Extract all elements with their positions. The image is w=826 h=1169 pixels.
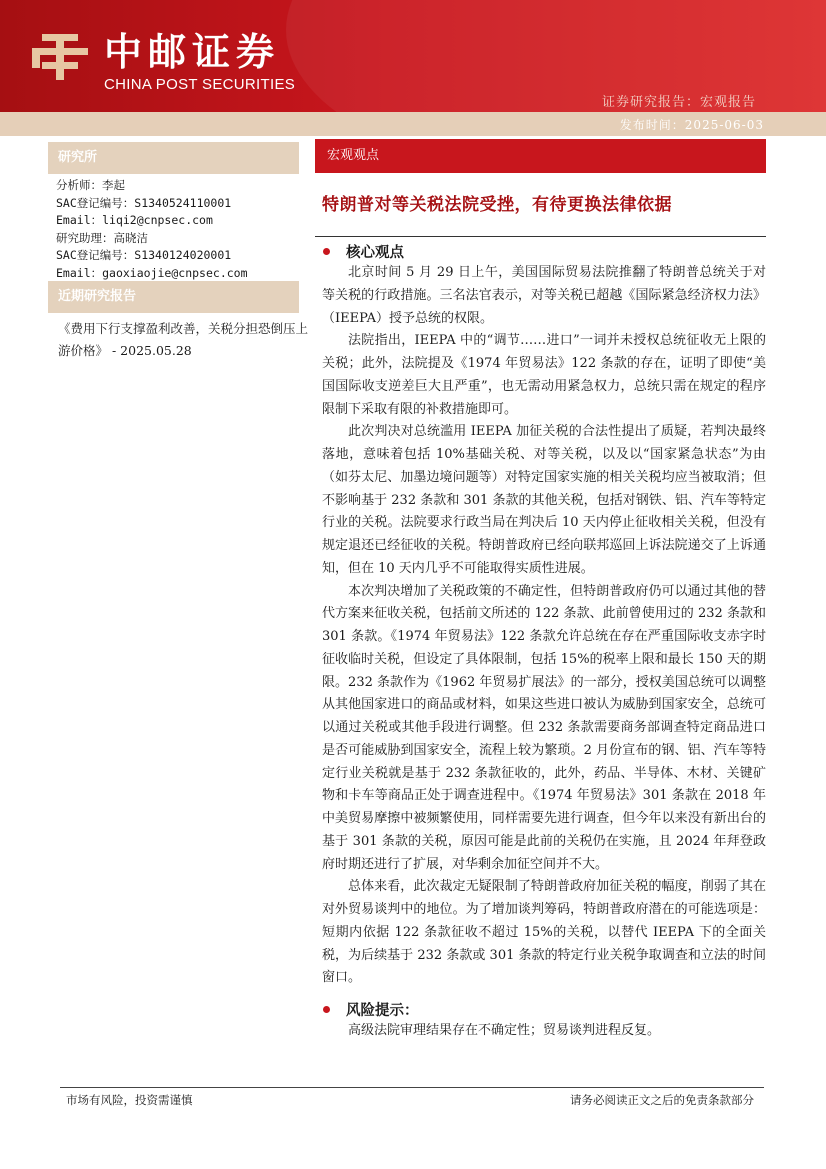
body-paragraph: 总体来看，此次裁定无疑限制了特朗普政府加征关税的幅度，削弱了其在对外贸易谈判中的地位。为了增加谈判筹码，特朗普政府潜在的可能选项是：短期内依据 122 条款征收不超过 15%的关税，以替代 IEEPA 下的全面关税，为后续基于 232 条款或 301 条款的特定行业关税争取调查和立法的时间窗口。	[322, 879, 766, 986]
analyst-name: 分析师：李起	[56, 178, 125, 192]
footer-disclaimer-right: 请务必阅读正文之后的免责条款部分	[570, 1093, 754, 1107]
assistant-sac-number: SAC登记编号：S1340124020001	[56, 248, 232, 262]
body-paragraph: 本次判决增加了关税政策的不确定性，但特朗普政府仍可以通过其他的替代方案来征收关税，包括前文所述的 122 条款、此前曾使用过的 232 条款和 301 条款。《1974 年贸易法》122 条款允许总统在存在严重国际收支赤字时征收临时关税，但设定了具体限制，包括 15%的税率上限和最长 150 天的期限。232 条款作为《1962 年贸易扩展法》的一部分，授权美国总统可以调整从其他国家进口的商品或材料，如果这些进口被认为威胁到国家安全，总统可以通过关税或其他手段进行调整。但 232 条款需要商务部调查特定商品进口是否可能威胁到国家安全，流程上较为繁琐。2 月份宣布的钢、铝、汽车等特定行业关税就是基于 232 条款征收的，此外，药品、半导体、木材、关键矿物和卡车等商品正处于调查进程中。《1974 年贸易法》301 条款在 2018 年中美贸易摩擦中被频繁使用，同样需要先进行调查，但今年以来没有新出台的基于 301 条款的关税，原因可能是此前的关税仍在实施，且 2024 年拜登政府时期还进行了扩展，对华剩余加征空间并不大。	[322, 583, 766, 872]
category-bar: 宏观观点	[315, 139, 766, 173]
report-body	[322, 262, 766, 990]
risk-text: 高级法院审理结果存在不确定性；贸易谈判进程反复。	[348, 1023, 661, 1038]
china-post-logo-icon	[28, 28, 92, 84]
research-institute-heading: 研究所	[48, 142, 299, 174]
title-divider	[315, 236, 766, 237]
header-band	[0, 0, 826, 112]
bullet-dot-icon	[323, 1006, 330, 1013]
core-view-heading	[323, 241, 404, 262]
risk-heading	[323, 999, 419, 1020]
body-paragraph: 此次判决对总统滥用 IEEPA 加征关税的合法性提出了质疑，若判决最终落地，意味着包括 10%基础关税、对等关税，以及以“国家紧急状态”为由（如芬太尼、加墨边境问题等）对特定国家实施的相关关税均应当被取消；但不影响基于 232 条款和 301 条款的其他关税，包括对钢铁、铝、汽车等特定行业的关税。法院要求行政当局在判决后 10 天内停止征收相关关税，但没有规定退还已经征收的关税。特朗普政府已经向联邦巡回上诉法院递交了上诉通知，但在 10 天内几乎不可能取得实质性进展。	[322, 424, 766, 576]
bullet-dot-icon	[323, 248, 330, 255]
analyst-info	[56, 177, 248, 282]
footer-divider	[60, 1087, 764, 1088]
analyst-sac-number: SAC登记编号：S1340524110001	[56, 195, 232, 210]
footer-disclaimer-left: 市场有风险，投资需谨慎	[66, 1093, 193, 1107]
risk-heading-text: 风险提示：	[346, 1002, 419, 1019]
logo-chinese-name: 中邮证券	[104, 30, 281, 74]
analyst-email[interactable]: Email：liqi2@cnpsec.com	[56, 213, 213, 227]
assistant-email[interactable]: Email：gaoxiaojie@cnpsec.com	[56, 265, 248, 280]
recent-report-link[interactable]: 《费用下行支撑盈利改善，关税分担恐倒压上游价格》 - 2025.05.28	[58, 321, 309, 358]
body-paragraph: 法院指出，IEEPA 中的“调节……进口”一词并未授权总统征收无上限的关税；此外，法院提及《1974 年贸易法》122 条款的存在，证明了即使“美国国际收支逆差巨大且严重”，也无需动用紧急权力，总统只需在规定的程序限制下采取有限的补救措施即可。	[322, 333, 766, 417]
recent-reports-heading: 近期研究报告	[48, 281, 299, 313]
body-paragraph: 北京时间 5 月 29 日上午，美国国际贸易法院推翻了特朗普总统关于对等关税的行政措施。三名法官表示，对等关税已超越《国际紧急经济权力法》（IEEPA）授予总统的权限。	[322, 265, 766, 326]
assistant-name: 研究助理：高晓洁	[56, 230, 148, 245]
publish-date: 发布时间：2025-06-03	[619, 118, 764, 132]
logo-english-name: CHINA POST SECURITIES	[104, 76, 296, 93]
report-title: 特朗普对等关税法院受挫，有待更换法律依据	[322, 195, 672, 215]
report-type: 证券研究报告：宏观报告	[601, 95, 756, 110]
core-view-heading-text: 核心观点	[346, 244, 404, 261]
